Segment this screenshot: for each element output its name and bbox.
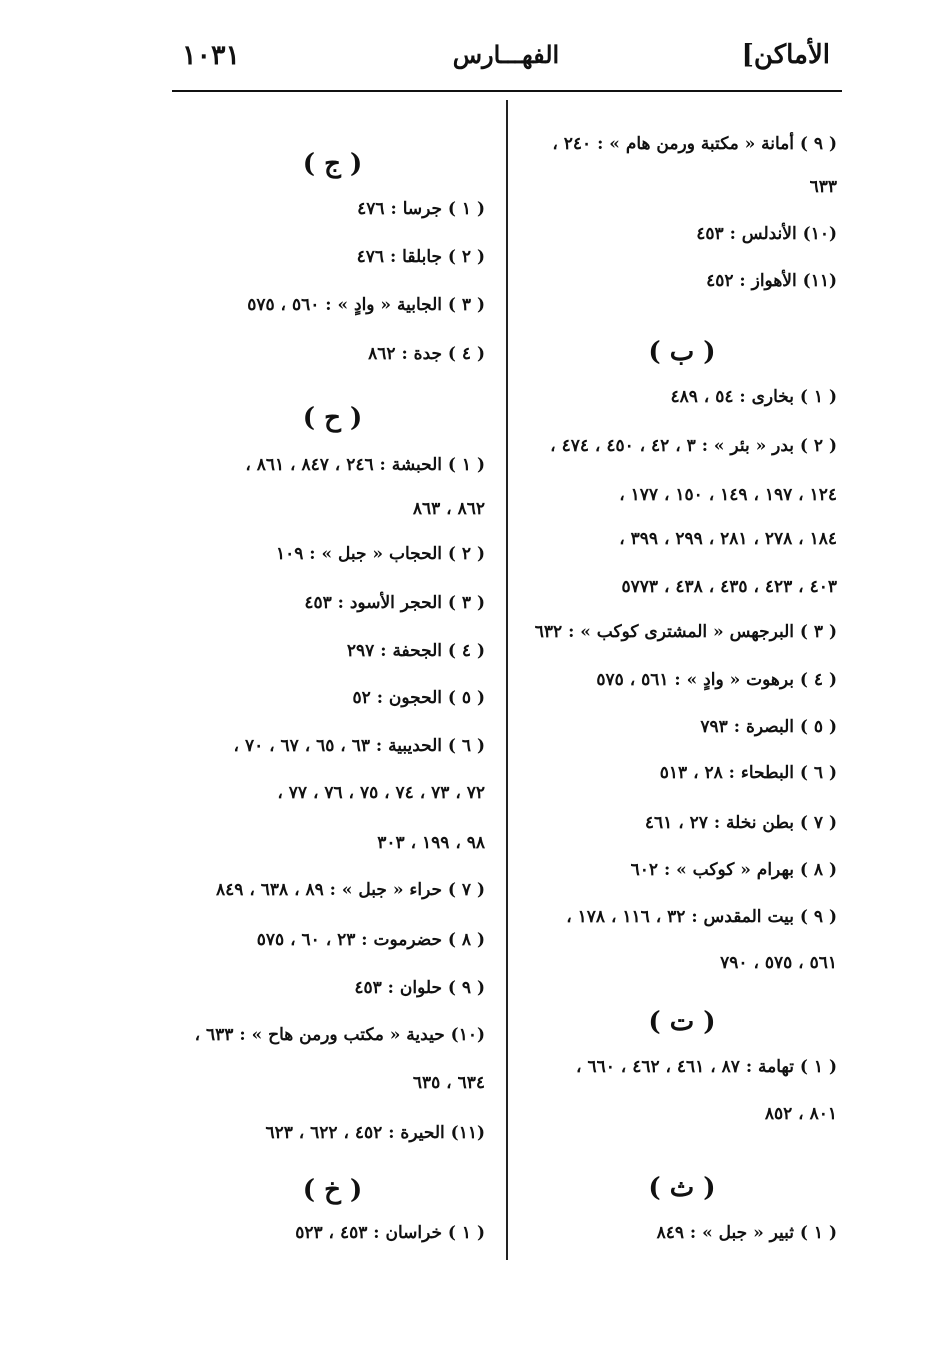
index-entry: ( ١ ) الحبشة : ٢٤٦ ، ٨٤٧ ، ٨٦١ ، <box>245 455 485 475</box>
section-title: الأماكن] <box>741 40 830 70</box>
column-divider <box>506 100 508 1260</box>
index-entry-continuation: ٤٠٣ ، ٤٢٣ ، ٤٣٥ ، ٤٣٨ ، ٥٧٧٣ <box>621 577 837 597</box>
index-entry: ( ٣ ) الحجر الأسود : ٤٥٣ <box>304 593 485 613</box>
index-entry: ( ١ ) خراسان : ٤٥٣ ، ٥٢٣ <box>295 1223 485 1243</box>
page-header <box>172 40 840 84</box>
index-entry: ( ٧ ) حراء « جبل » : ٨٩ ، ٦٣٨ ، ٨٤٩ <box>216 880 485 900</box>
index-entry: ( ٤ ) جدة : ٨٦٢ <box>368 344 485 364</box>
running-title: الفهـــارس <box>452 40 560 69</box>
letter-heading: ( ب ) <box>648 337 716 367</box>
index-entry-continuation: ١٨٤ ، ٢٧٨ ، ٢٨١ ، ٢٩٩ ، ٣٩٩ ، <box>619 529 837 549</box>
index-entry: (١١) الحيرة : ٤٥٢ ، ٦٢٢ ، ٦٢٣ <box>265 1123 485 1143</box>
index-entry-continuation: ٧٢ ، ٧٣ ، ٧٤ ، ٧٥ ، ٧٦ ، ٧٧ ، <box>277 783 485 803</box>
index-entry-continuation: ٥٦١ ، ٥٧٥ ، ٧٩٠ <box>720 953 837 973</box>
index-entry: ( ٩ ) أمانة « مكتبة ورمن هام » : ٢٤٠ ، <box>552 134 837 154</box>
index-entry-continuation: ٦٣٣ <box>809 177 837 197</box>
index-entry: ( ١ ) جرسا : ٤٧٦ <box>357 199 485 219</box>
index-entry-continuation: ٨٦٢ ، ٨٦٣ <box>412 499 485 519</box>
index-entry: ( ٣ ) البرجهس « المشترى كوكب » : ٦٣٢ <box>534 622 837 642</box>
letter-heading: ( خ ) <box>302 1175 363 1205</box>
page-number: ١٠٣١ <box>182 40 241 71</box>
letter-heading: ( ح ) <box>302 403 363 433</box>
index-entry: ( ٢ ) الحجاب « جبل » : ١٠٩ <box>275 544 485 564</box>
index-entry: ( ٢ ) بدر « بئر » : ٣ ، ٤٢ ، ٤٥٠ ، ٤٧٤ ، <box>550 436 837 456</box>
index-entry: (١٠) حيدية « مكتب ورمن هاح » : ٦٣٣ ، <box>194 1025 485 1045</box>
index-entry: ( ٦ ) الحديبية : ٦٣ ، ٦٥ ، ٦٧ ، ٧٠ ، <box>233 736 485 756</box>
header-rule <box>172 90 842 92</box>
letter-heading: ( ث ) <box>648 1173 716 1203</box>
index-entry: ( ٣ ) الجابية « وادٍ » : ٥٦٠ ، ٥٧٥ <box>247 295 485 315</box>
index-entry: ( ٢ ) جابلقا : ٤٧٦ <box>356 247 485 267</box>
index-entry-continuation: ٩٨ ، ١٩٩ ، ٣٠٣ <box>377 833 485 853</box>
index-entry: ( ٤ ) برهوت « وادٍ » : ٥٦١ ، ٥٧٥ <box>596 670 837 690</box>
index-entry: ( ١ ) تهامة : ٨٧ ، ٤٦١ ، ٤٦٢ ، ٦٦٠ ، <box>576 1057 837 1077</box>
index-entry: ( ٥ ) الحجون : ٥٢ <box>352 688 485 708</box>
index-entry: ( ٩ ) بيت المقدس : ٣٢ ، ١١٦ ، ١٧٨ ، <box>566 907 837 927</box>
letter-heading: ( ت ) <box>648 1007 716 1037</box>
letter-heading: ( ج ) <box>302 149 363 179</box>
index-entry: ( ٧ ) بطن نخلة : ٢٧ ، ٤٦١ <box>644 813 837 833</box>
index-entry: ( ٤ ) الجحفة : ٢٩٧ <box>346 641 485 661</box>
index-entry: (١١) الأهواز : ٤٥٢ <box>706 271 837 291</box>
index-entry: (١٠) الأندلس : ٤٥٣ <box>696 224 837 244</box>
index-entry: ( ١ ) بخارى : ٥٤ ، ٤٨٩ <box>670 387 837 407</box>
index-entry: ( ٦ ) البطحاء : ٢٨ ، ٥١٣ <box>659 763 837 783</box>
index-entry: ( ٩ ) حلوان : ٤٥٣ <box>354 978 485 998</box>
index-entry-continuation: ١٢٤ ، ١٩٧ ، ١٤٩ ، ١٥٠ ، ١٧٧ ، <box>619 485 837 505</box>
index-entry: ( ١ ) ثبير « جبل » : ٨٤٩ <box>656 1223 837 1243</box>
index-entry-continuation: ٨٠١ ، ٨٥٢ <box>764 1104 837 1124</box>
index-entry: ( ٥ ) البصرة : ٧٩٣ <box>700 717 837 737</box>
index-entry: ( ٨ ) حضرموت : ٢٣ ، ٦٠ ، ٥٧٥ <box>256 930 485 950</box>
index-entry-continuation: ٦٣٤ ، ٦٣٥ <box>412 1073 485 1093</box>
index-entry: ( ٨ ) بهرام « كوكب » : ٦٠٢ <box>630 860 837 880</box>
